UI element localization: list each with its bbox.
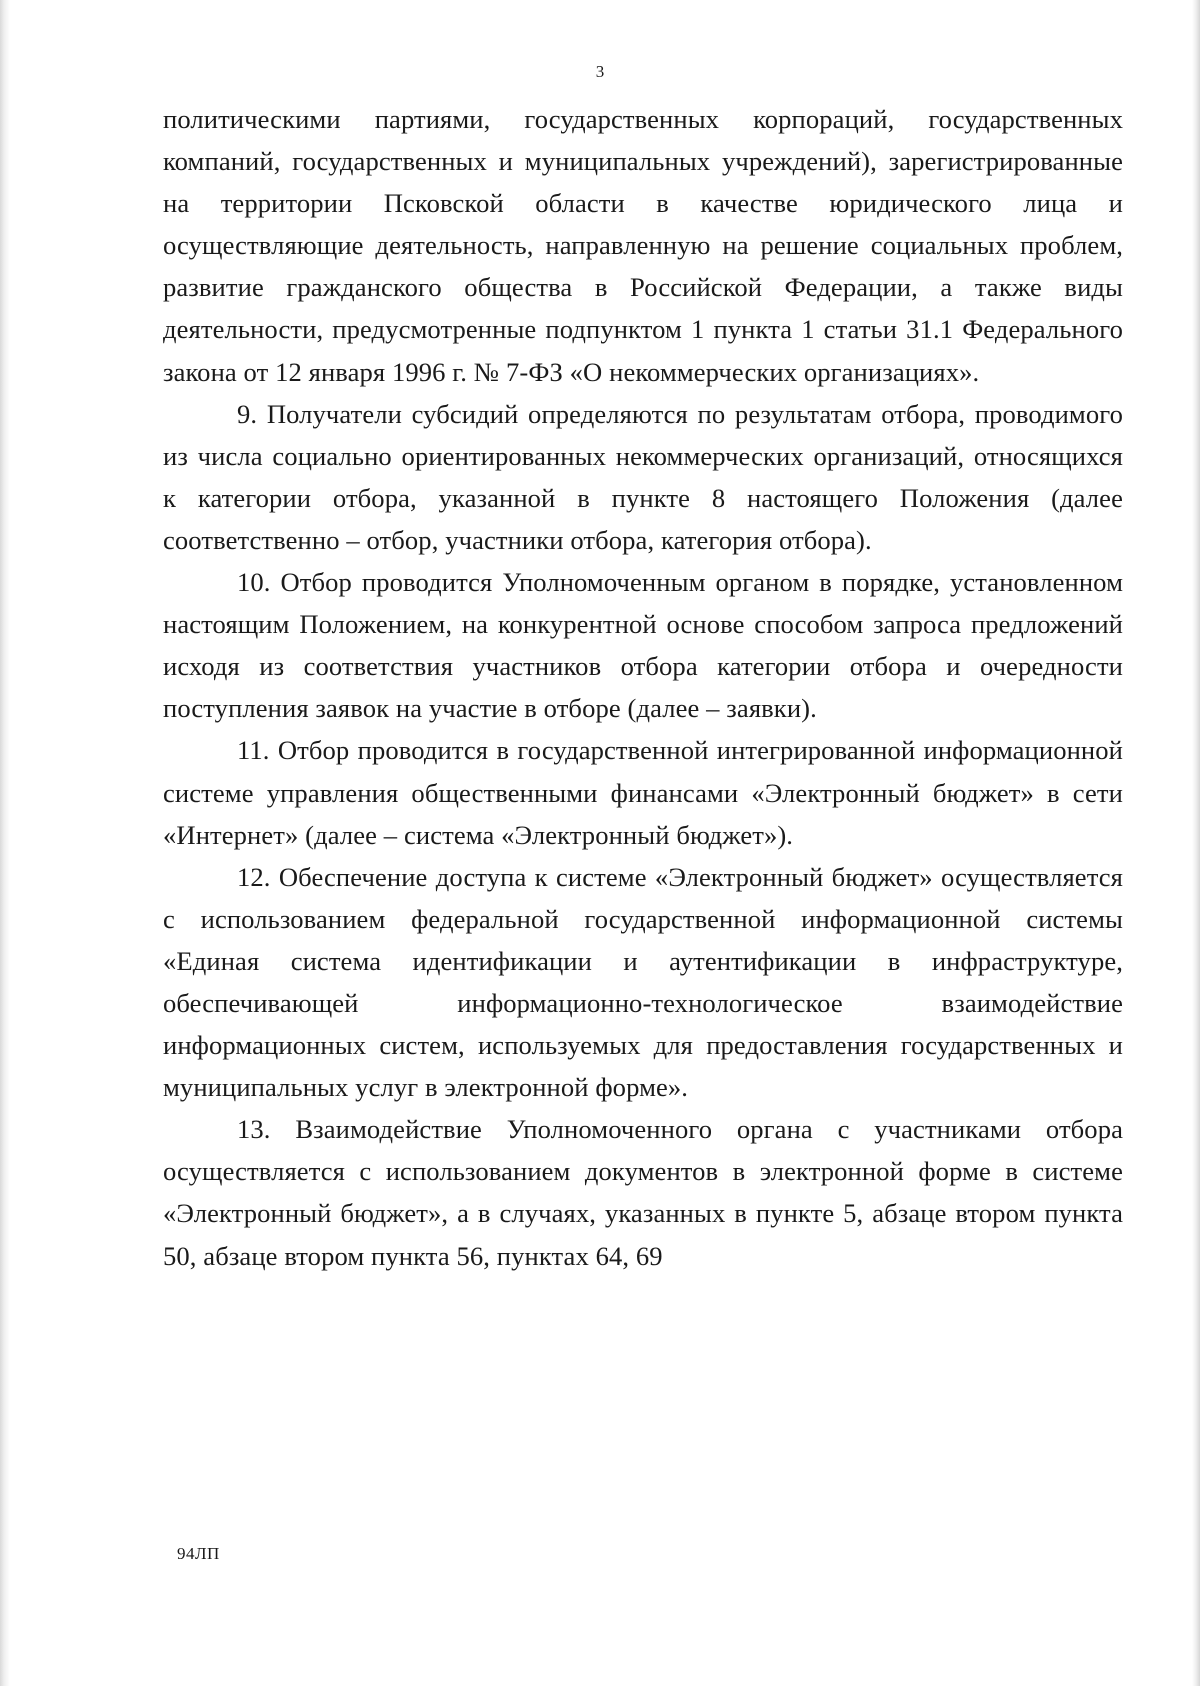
scan-edge-right [1192, 0, 1200, 1686]
paragraph-9: 9. Получатели субсидий определяются по результатам отбора, проводимого из числа социально ориентированных некоммерческих организаций, относящихся к категории отбора, указанной в пункте 8 настоящего Положения (далее соответственно – отбор, участники отбора, категория отбора). [163, 398, 1123, 555]
document-body [163, 98, 1123, 1277]
paragraph-11: 11. Отбор проводится в государственной интегрированной информационной системе управления общественными финансами «Электронный бюджет» в сети «Интернет» (далее – система «Электронный бюджет»). [163, 735, 1123, 850]
paragraph-12: 12. Обеспечение доступа к системе «Электронный бюджет» осуществляется с использованием федеральной государственной информационной системы «Единая система идентификации и аутентификации в инфраструктуре, обеспечивающей информационно-технологическое взаимодействие информационных систем, используемых для предоставления государственных и муниципальных услуг в электронной форме». [163, 861, 1123, 1103]
paragraph-continuation: политическими партиями, государственных корпораций, государственных компаний, государственных и муниципальных учреждений), зарегистрированные на территории Псковской области в качестве юридического лица и осуществляющие деятельность, направленную на решение социальных проблем, развитие гражданского общества в Российской Федерации, а также виды деятельности, предусмотренные подпунктом 1 пункта 1 статьи 31.1 Федерального закона от 12 января 1996 г. № 7-ФЗ «О некоммерческих организациях». [163, 104, 1123, 387]
page-number: 3 [595, 62, 605, 81]
scan-edge-left [0, 0, 10, 1686]
paragraph-13: 13. Взаимодействие Уполномоченного органа с участниками отбора осуществляется с использованием документов в электронной форме в системе «Электронный бюджет», а в случаях, указанных в пункте 5, абзаце втором пункта 50, абзаце втором пункта 56, пунктах 64, 69 [163, 1114, 1123, 1271]
document-code: 94ЛП [177, 1544, 220, 1563]
paragraph-10: 10. Отбор проводится Уполномоченным органом в порядке, установленном настоящим Положением, на конкурентной основе способом запроса предложений исходя из соответствия участников отбора категории отбора и очередности поступления заявок на участие в отборе (далее – заявки). [163, 567, 1123, 724]
